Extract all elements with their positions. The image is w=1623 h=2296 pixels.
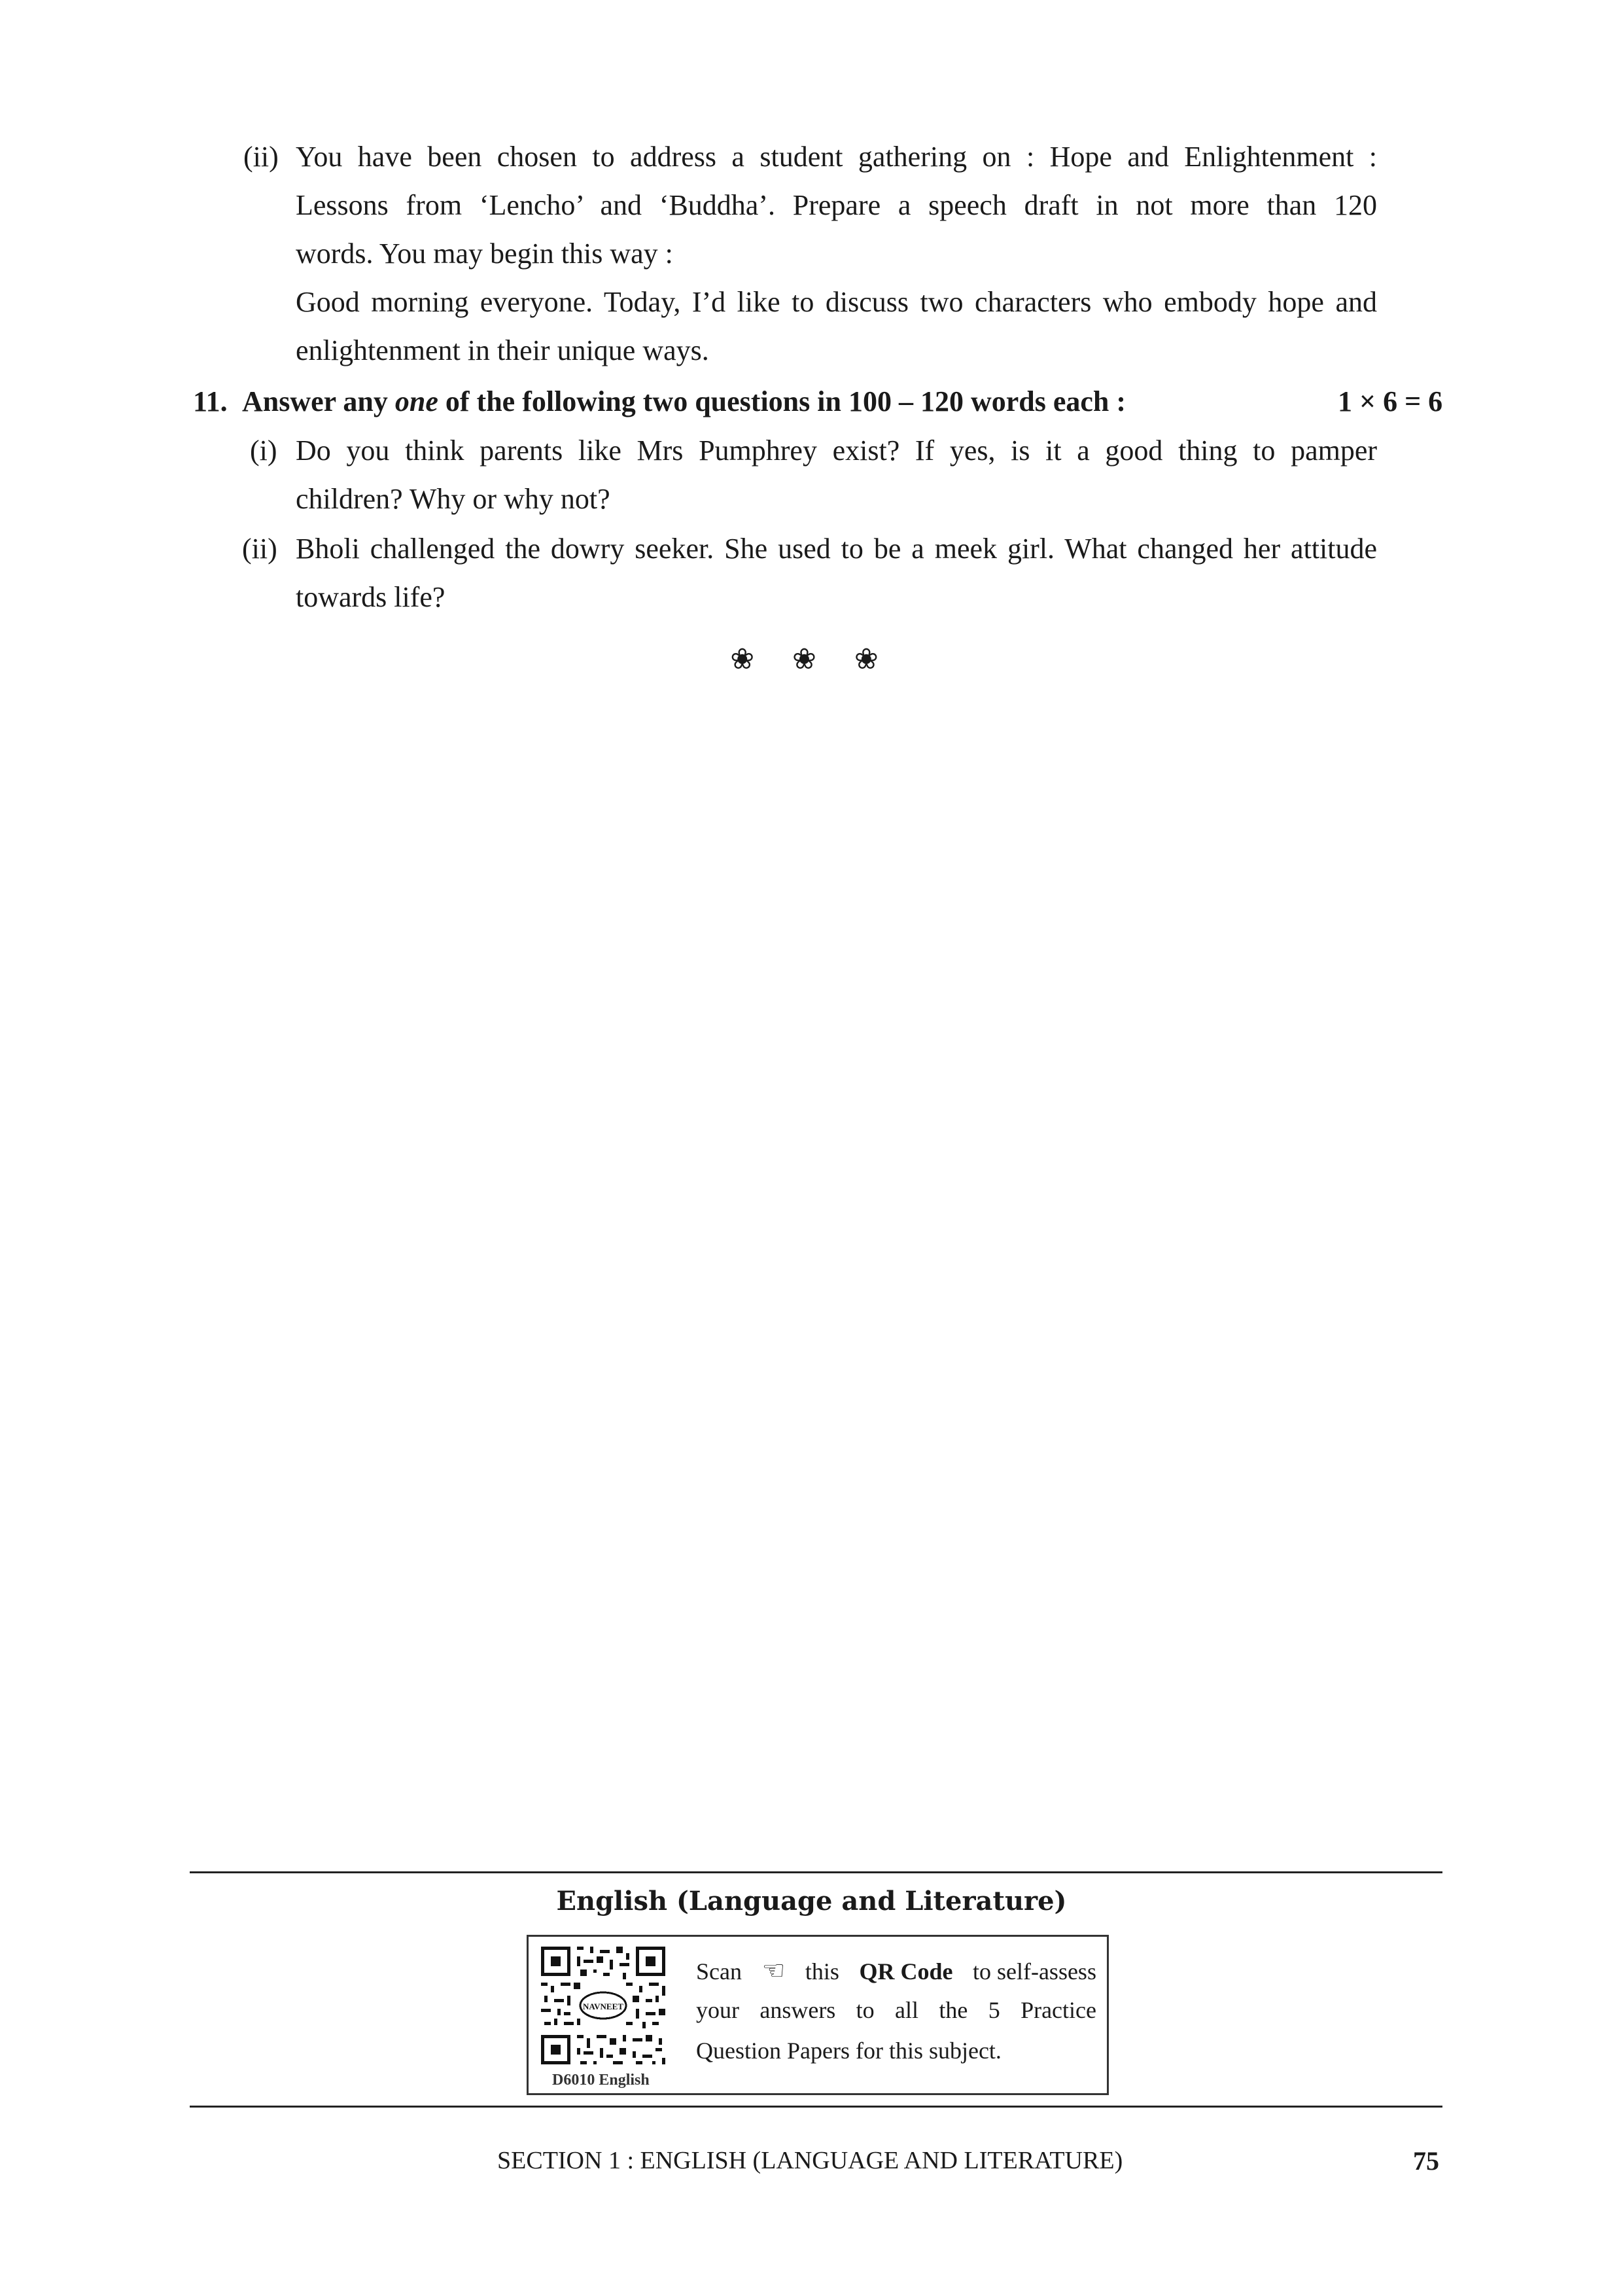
pointing-hand-icon: ☜ [761, 1956, 786, 1986]
question-text-line: towards life? [296, 581, 445, 613]
question-text-line: children? Why or why not? [296, 483, 610, 515]
scan-word: this [805, 1958, 839, 1985]
question-text-line: Bholi challenged the dowry seeker. She used to be a meek girl. What changed her attitude [296, 533, 1377, 565]
footer-top-rule [190, 1871, 1442, 1873]
end-ornament: ❀ ❀ ❀ [730, 643, 893, 676]
question-text-line: You have been chosen to address a student gathering on : Hope and Enlightenment : [296, 141, 1377, 173]
qr-info-box [527, 1935, 1109, 2095]
scan-word: to self-assess [972, 1958, 1096, 1985]
scan-word: Scan [696, 1958, 742, 1985]
question-text-line: Good morning everyone. Today, I’d like to discuss two characters who embody hope and [296, 286, 1377, 318]
question-text-line: Lessons from ‘Lencho’ and ‘Buddha’. Prepare a speech draft in not more than 120 [296, 189, 1377, 221]
question-text-line: words. You may begin this way : [296, 238, 673, 270]
qr-code-label: QR Code [859, 1958, 953, 1985]
question-label: (ii) [243, 141, 279, 173]
question-text-line: enlightenment in their unique ways. [296, 334, 709, 366]
heading-emphasis: one [394, 385, 438, 417]
footer-bottom-rule [190, 2106, 1442, 2108]
qr-code[interactable] [538, 1943, 669, 2068]
footer-subject-title: English (Language and Literature) [556, 1886, 1067, 1916]
qr-logo-text: NAVNEET [583, 2002, 623, 2011]
scan-instruction-line: your answers to all the 5 Practice [696, 1997, 1096, 2023]
question-label: (ii) [242, 533, 277, 565]
page-number: 75 [1413, 2146, 1439, 2176]
qr-caption: D6010 English [552, 2072, 650, 2089]
question-label: (i) [250, 434, 277, 467]
question-text-line: Do you think parents like Mrs Pumphrey exist? If yes, is it a good thing to pamper [296, 434, 1377, 467]
question-number: 11. [193, 385, 228, 417]
question-heading [242, 387, 1126, 416]
marks-label: 1 × 6 = 6 [1338, 385, 1443, 417]
scan-instruction-line [696, 1958, 1096, 1984]
heading-part: of the following two questions in 100 – 120 words each : [438, 385, 1126, 417]
scan-instruction-line: Question Papers for this subject. [696, 2038, 1002, 2064]
section-footer: SECTION 1 : ENGLISH (LANGUAGE AND LITERATURE) [497, 2147, 1123, 2174]
heading-part: Answer any [242, 385, 395, 417]
